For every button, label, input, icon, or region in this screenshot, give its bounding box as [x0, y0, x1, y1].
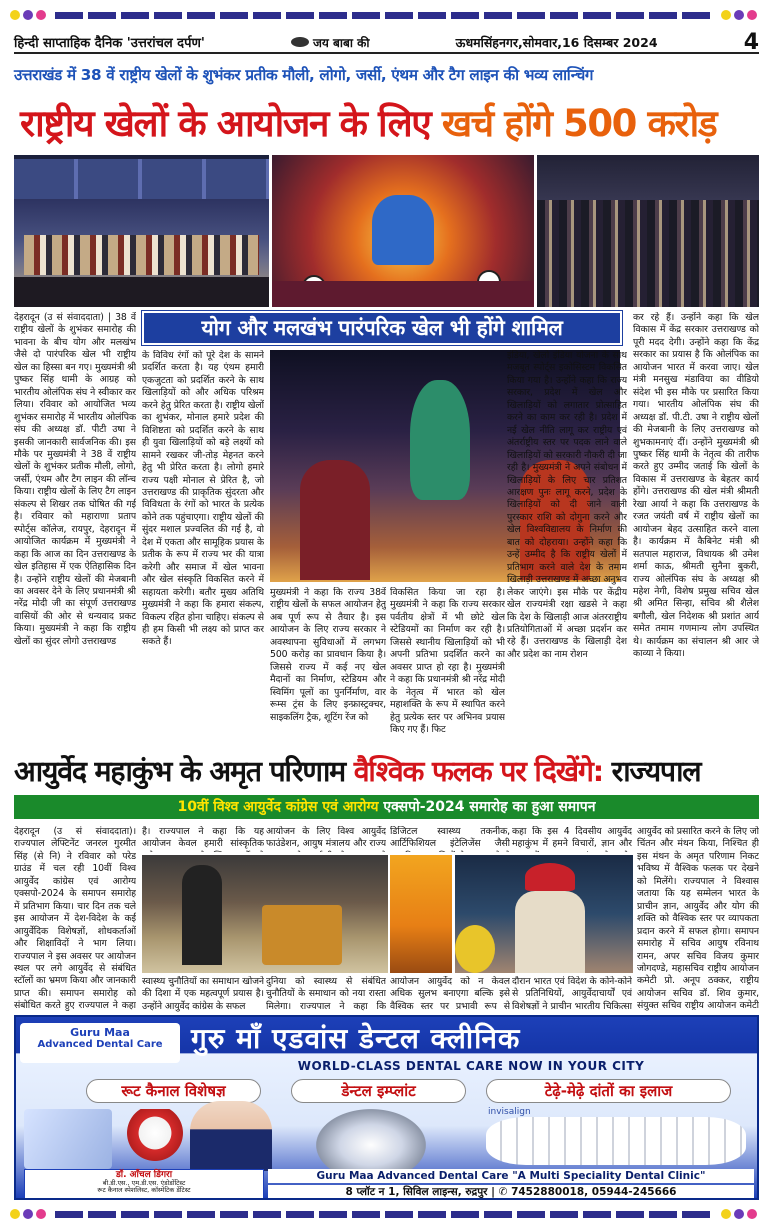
pill-root-canal: रूट कैनाल विशेषज्ञ: [86, 1079, 261, 1103]
photo-stage-dignitaries: [14, 155, 269, 307]
dot-cluster-right: [721, 10, 760, 20]
logo-line1: Guru Maa: [70, 1026, 130, 1039]
dot-cluster-left: [10, 10, 49, 20]
story1-headline: [20, 98, 760, 150]
story2-col2: है। राज्यपाल ने कहा कि यह आयोजन केवल हमारी सांस्कृतिक: [142, 826, 264, 850]
logo-line2: Advanced Dental Care: [37, 1039, 163, 1050]
story2-col6: आयुर्वेद को प्रसारित करने के लिए जो चिंतन और मंथन किया, निश्चित ही इस मंथन के अमृत परिणाम निकट भविष्य में वैश्विक फलक पर देखने को मिलेंगे। राज्यपाल ने विश्वास जताया कि यह सम्मेलन भारत के प्राचीन ज्ञान, आयुर्वेद और योग की शक्ति को वैश्विक स्तर पर व्यापकता प्रदान करने में सफल होगा। समापन समारोह में सचिव आयुष रविनाथ रामन, अपर सचिव विजय कुमार जोगदण्डे, महासचिव राष्ट्रीय आयोजन कमेटी प्रो. अनूप ठक्कर, राष्ट्रीय आयोजन सचिव डॉ. शिव कुमार, संयुक्त सचिव राष्ट्रीय आयोजन कमेटी: [637, 826, 759, 1011]
story1-kicker: उत्तराखंड में 38 वें राष्ट्रीय खेलों के शुभंकर प्रतीक मौली, लोगो, जर्सी, एंथम और टैग लाइन की भव्य लान्चिंग: [14, 66, 594, 84]
story2-col3: आयोजन के लिए विश्व आयुर्वेद फाउंडेशन, आयुष मंत्रालय और राज्य: [266, 826, 386, 850]
masthead-center: जय बाबा की: [291, 34, 369, 51]
story2-col4: डिजिटल स्वास्थ्य तकनीक, आर्टिफिशियल इंटेलिजेंस जैसी: [390, 826, 510, 850]
page-number: 4: [743, 29, 759, 55]
story2-col4b: आयोजन आयुर्वेद को न केवल अधिक सुलभ बनाएगा बल्कि इसे वैश्विक स्तर पर प्रभावी रूप से: [390, 976, 510, 1012]
story2-col5b: दौरान भारत एवं विदेश के कोने-कोने से प्रतिनिधियों, आयुर्वेदाचार्यों एवं विशेषज्ञों ने प्राचीन भारतीय चिकित्सा: [512, 976, 632, 1012]
story2-col1: देहरादून (उ सं संवाददाता)। राज्यपाल लेफ्टिनेंट जनरल गुरमीत सिंह (से नि) ने रविवार को परेड ग्राउंड में चल रही 10वीं विश्व आयुर्वेद कांग्रेस एवं आरोग्य एक्सपो-2024 के समापन समारोह में प्रतिभाग किया। चार दिन तक चले इस आयोजन में देश-विदेश के कई आयुर्वेदिक विशेषज्ञों, शोधकर्ताओं और शिक्षाविदों ने भाग लिया। राज्यपाल ने इस अवसर पर आयोजन स्थल पर लगे आयुर्वेद से संबंधित स्टॉलों का भ्रमण किया और जानकारी प्राप्त की। समापन समारोह को संबोधित करते हुए राज्यपाल ने कहा: [14, 826, 136, 1011]
story2-col5: कहा कि इस 4 दिवसीय आयुर्वेद महाकुंभ में हमने विचारों, ज्ञान और: [512, 826, 632, 850]
story1-col2: के विविध रंगों को पूरे देश के सामने प्रदर्शित करता है। यह एंथम हमारी एकजुटता को प्रदर्शित करने के साथ खिलाड़ियों को और अधिक परिश्रम करने हेतु प्रेरित करता है। राष्ट्रीय खेलों का शुभंकर, मोनाल हमारे प्रदेश की विशिष्टता को प्रदर्शित करने के साथ ही युवा खिलाड़ियों को बड़े लक्ष्यों को सामने रखकर जी-तोड़ मेहनत करने हेतु भी प्रेरित करता है। लोगो हमारे राज्य पक्षी मोनाल से प्रेरित है, जो उत्तराखण्ड की प्राकृतिक सुंदरता और विविधता के रंगों को भारत के प्रत्येक कोने तक पहुंचाएगा। राष्ट्रीय खेलों की सुंदर मशाल प्रज्वलित की गई है, वो देश में एकता और सामूहिक प्रयास के प्रतीक के रूप में राज्य भर की यात्रा करेगी और समाज में खेल भावना और खेल संस्कृति विकसित करने में सहायता करेगी। बतौर मुख्य अतिथि मुख्यमंत्री ने कहा कि हमारा संकल्प, विकल्प रहित होना चाहिए। संकल्प से ही हम किसी भी लक्ष्य को प्राप्त कर सकते हैं।: [142, 350, 264, 648]
story2-col2b: स्वास्थ्य चुनौतियों का समाधान खोजने की दिशा में एक महत्वपूर्ण प्रयास है। उन्होंने आयुर्वेद कांग्रेस के सफल: [142, 976, 264, 1012]
top-rule: [10, 4, 760, 26]
top-bar: [55, 12, 715, 19]
story1-col5: इंडिया, खेलो इंडिया योजना के साथ मजबूत स्पोर्ट्स इकोसिस्टम विकसित किया गया है। उन्होंने कहा कि राज्य सरकार, प्रदेश में खेल और खिलाड़ियों को लगातार प्रोत्साहित करने का काम कर रही है। प्रदेश में नई खेल नीति लागू कर राष्ट्रीय एवं अंतर्राष्ट्रीय स्तर पर पदक लाने वाले खिलाड़ियों को सरकारी नौकरी दी जा रही है। मुख्यमंत्री ने अपने संबोधन में खिलाड़ियों के लिए चार प्रतिशत आरक्षण पुनः लागू करने, प्रदेश के खिलाड़ियों को दी जाने वाली पुरस्कार राशि को दोगुना करने और खेल विश्वविद्यालय के निर्माण की बात को दोहराया। उन्होंने कहा कि उन्हें उम्मीद है कि राष्ट्रीय खेलों में प्रतिभाग करने वाले देश के तमाम खिलाड़ी उत्तराखण्ड में अच्छा अनुभव लेकर जाएंगे। इस मौके पर केंद्रीय खेल राज्यमंत्री रक्षा खडसे ने कहा कि देश के खिलाड़ी आज अंतरराष्ट्रीय प्रतियोगिताओं में अच्छा प्रदर्शन कर रहे हैं। उत्तराखण्ड के खिलाड़ी देश और प्रदेश का नाम रोशन: [507, 350, 627, 660]
doctor-card: [24, 1169, 264, 1199]
photo-governor-speech: [455, 855, 633, 973]
story2-headline: [14, 752, 764, 792]
headline-part-a: राष्ट्रीय खेलों के आयोजन के लिए: [20, 102, 431, 145]
ad-tagline: WORLD-CLASS DENTAL CARE NOW IN YOUR CITY: [297, 1059, 645, 1073]
bottom-rule: [10, 1205, 760, 1223]
masthead: [14, 29, 759, 55]
implant-illustration: [316, 1109, 426, 1169]
photo-patient: [24, 1109, 112, 1169]
ad-address: 8 प्लॉट न 1, सिविल लाइन्स, रुद्रपुर | ✆ 7452880018, 05944-245666: [268, 1185, 754, 1199]
doctor-line2: रूट कैनाल स्पेशलिस्ट, कॉस्मेटिक डेंटिस्ट: [97, 1186, 191, 1194]
story2-col3b: दुनिया को स्वास्थ्य से संबंधित चुनौतियों के समाधान को नया रास्ता मिलेगा। राज्यपाल ने कहा कि: [266, 976, 386, 1012]
story2-headline-a: आयुर्वेद महाकुंभ के अमृत परिणाम: [14, 755, 346, 788]
headline-part-b: खर्च होंगे 500 करोड़: [441, 102, 717, 145]
strap-part-b: एक्सपो-2024 समारोह का हुआ समापन: [383, 799, 596, 815]
story1-col4: विकसित किया जा रहा है। मुख्यमंत्री ने कहा कि राज्य सरकार पर्वतीय क्षेत्रों में भी छोटे खेल स्टेडियमों का निर्माण कर रही है। जिससे स्थानीय खिलाड़ियों को भी अपनी प्रतिभा प्रदर्शित करने का अवसर प्राप्त हो रहा है। मुख्यमंत्री ने कहा कि प्रधानमंत्री श्री नरेंद्र मोदी के नेतृत्व में भारत को खेल महाशक्ति के रूप में स्थापित करने हेतु प्रत्येक स्तर पर अभिनव प्रयास किए गए हैं। फिट: [390, 587, 505, 735]
story1-col6: कर रहे हैं। उन्होंने कहा कि खेल विकास में केंद्र सरकार उत्तराखण्ड को पूरी मदद देगी। उन्होंने कहा कि केंद्र सरकार का प्रयास है कि ओलंपिक का आयोजन भारत में करवा जाए। खेल मंत्री मनसुख मंडाविया का वीडियो संदेश भी इस मौके पर प्रसारित किया गया। भारतीय ओलंपिक संघ की अध्यक्ष डॉ. पी.टी. उषा ने राष्ट्रीय खेलों की मेजबानी के लिए उत्तराखण्ड को शुभकामनाएं दीं। उन्होंने मुख्यमंत्री श्री पुष्कर सिंह धामी के नेतृत्व की तारीफ करते हुए उम्मीद जताई कि खेलों के विकास में उत्तराखण्ड के बेहतर कार्य होंगे। उत्तराखण्ड की खेल मंत्री श्रीमती रेखा आर्या ने कहा कि उत्तराखण्ड के रजत जयंती वर्ष में राष्ट्रीय खेलों का आयोजन बेहद उत्साहित करने वाला है। कार्यक्रम में कैबिनेट मंत्री श्री सतपाल महाराज, विधायक श्री उमेश शर्मा काऊ, श्रीमती सुनैना बुकरी, राज्य ओलंपिक संघ के अध्यक्ष श्री महेश नेगी, विशेष प्रमुख सचिव खेल श्री अमित सिन्हा, सचिव श्री शैलेश बगौली, खेल निदेशक श्री प्रशांत आर्य समेत तमाम गणमान्य लोग उपस्थित थे। कार्यक्रम का संचालन श्री आर जे काव्या ने किया।: [633, 312, 759, 660]
bottom-bar: [55, 1211, 715, 1218]
ad-banner: Guru Maa Advanced Dental Care "A Multi Speciality Dental Clinic": [268, 1169, 754, 1183]
photo-audience: [537, 155, 759, 307]
story1-subhead: योग और मलखंभ पारंपरिक खेल भी होंगे शामिल: [142, 311, 622, 345]
date-line: ऊधमसिंहनगर,सोमवार,16 दिसम्बर 2024: [455, 34, 658, 50]
story2-strap: [14, 795, 759, 819]
dental-ad: [14, 1015, 759, 1200]
story1-col3: मुख्यमंत्री ने कहा कि राज्य 38वें राष्ट्रीय खेलों के सफल आयोजन हेतु अब पूर्ण रूप से तैयार है। इस आयोजन के लिए राज्य सरकार ने अवस्थापना सुविधाओं में लगभग 500 करोड़ का प्रावधान किया है। जिससे राज्य में कई नए खेल मैदानों का निर्माण, स्टेडियम और स्विमिंग पूलों का पुनर्निर्माण, वार रूम्स ट्रंस के लिए इन्फ्रास्ट्रक्चर, साइकलिंग ट्रैक, शूटिंग रेंज को: [270, 587, 386, 723]
pill-implant: डेन्टल इम्प्लांट: [291, 1079, 466, 1103]
tooth-illustration-1: [126, 1109, 184, 1169]
photo-stage-orange: [390, 855, 452, 973]
doctor-name: डॉ. ऑंचल डिंगरा: [115, 1170, 173, 1180]
strap-part-a: 10वीं विश्व आयुर्वेद कांग्रेस एवं आरोग्य: [177, 799, 379, 815]
invisalign-mark: invisalign: [488, 1107, 531, 1117]
doctor-line1: बी.डी.एस., एम.डी.एस. एंडोडोंटिस्ट: [102, 1179, 186, 1187]
photo-doctor: [190, 1101, 272, 1171]
story2-headline-c: राज्यपाल: [611, 755, 701, 788]
story1-col1: देहरादून (उ सं संवाददाता) | 38 वें राष्ट्रीय खेलों के शुभंकर समारोह की भावना के बीच योग और मलखंभ जैसे दो पारंपरिक खेल भी राष्ट्रीय खेल का हिस्सा बन गए। मुख्यमंत्री श्री पुष्कर सिंह धामी के आग्रह को भारतीय ओलंपिक संघ ने स्वीकार कर लिया। रविवार को आयोजित भव्य शुभंकर समारोह में भारतीय ओलंपिक संघ की अध्यक्ष डॉ. पीटी उषा ने इसकी जानकारी सार्वजनिक की। इस मौके पर मुख्यमंत्री ने 38 वें राष्ट्रीय खेलों के शुभंकर प्रतीक मौली, लोगो, जर्सी, एंथम और टैग लाइन की लॉन्च किया। राष्ट्रीय खेलों के लिए टैग लाइन संकल्प से शिखर तक घोषित की गई है। रविवार को महाराणा प्रताप स्पोर्ट्स कॉलेज, रायपुर, देहरादून में आयोजित कार्यक्रम में मुख्यमंत्री ने कहा कि आज का दिन उत्तराखण्ड के खेल इतिहास में एक ऐतिहासिक दिन है। उन्होंने राष्ट्रीय खेलों की मेजबानी का अवसर देने के लिए प्रधानमंत्री श्री नरेंद्र मोदी जी का संपूर्ण उत्तराखण्ड वासियों की ओर से धन्यवाद प्रकट किया। मुख्यमंत्री ने कहा कि राष्ट्रीय खेलों का सुंदर लोगो उत्तराखण्ड: [14, 312, 136, 647]
aligner-illustration: [486, 1117, 746, 1165]
ad-logo: [20, 1023, 180, 1063]
photo-mascot-stage: [272, 155, 534, 307]
ad-title: गुरु माँ एडवांस डेन्टल क्लीनिक: [191, 1022, 521, 1055]
photo-governor-visit: [142, 855, 388, 973]
story2-headline-b: वैश्विक फलक पर दिखेंगे:: [353, 755, 603, 788]
dot-cluster-bottom-left: [10, 1209, 49, 1219]
emblem-icon: [291, 37, 309, 47]
paper-title: हिन्दी साप्ताहिक दैनिक 'उत्तरांचल दर्पण': [14, 36, 205, 51]
pill-aligners: टेढ़े-मेढ़े दांतों का इलाज: [486, 1079, 731, 1103]
dot-cluster-bottom-right: [721, 1209, 760, 1219]
